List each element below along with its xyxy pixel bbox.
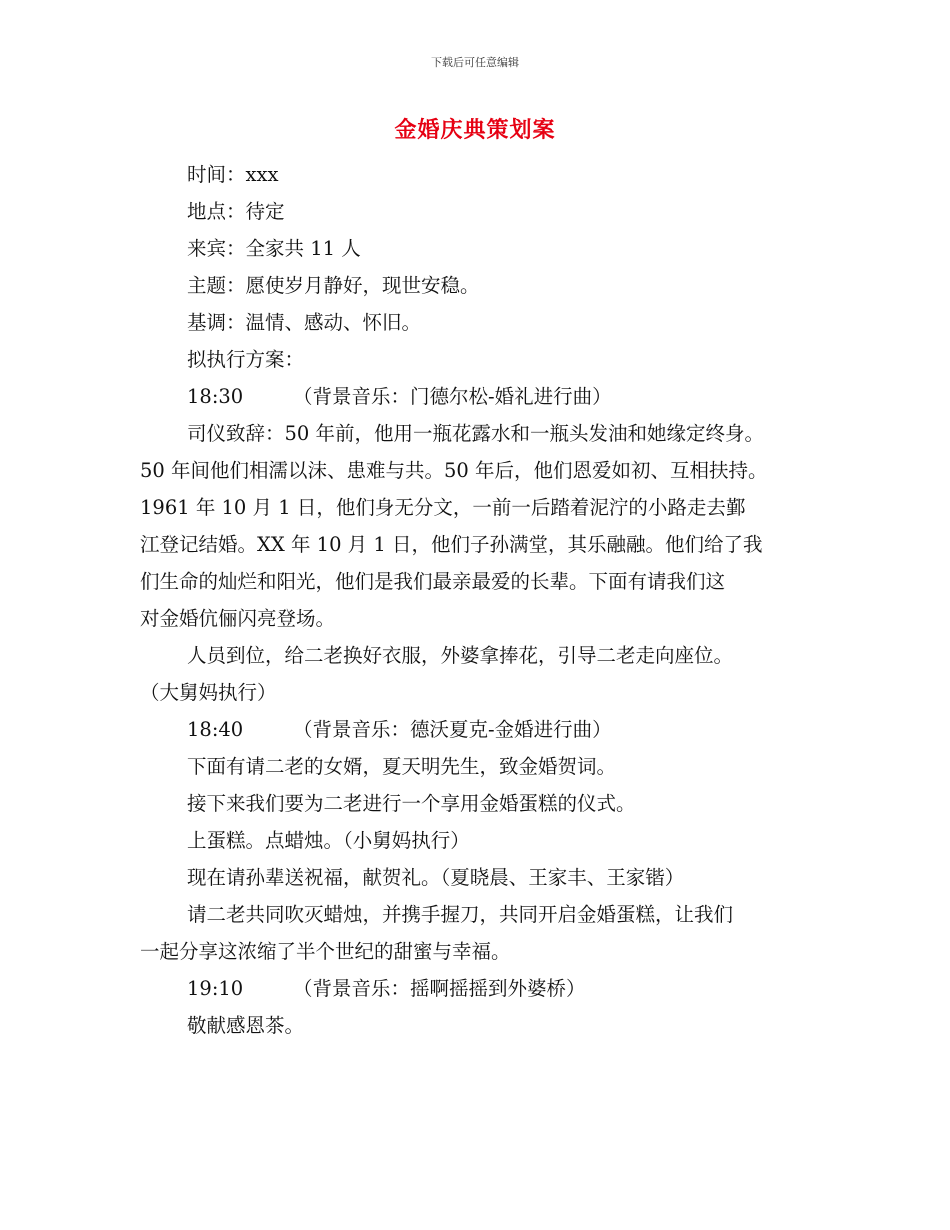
- schedule-cue: [140, 711, 812, 748]
- body-line: （大舅妈执行）: [140, 681, 277, 704]
- body-line: 时间：xxx: [187, 163, 279, 186]
- body-line: 敬献感恩茶。: [187, 1014, 305, 1037]
- body-line: 接下来我们要为二老进行一个享用金婚蛋糕的仪式。: [187, 792, 636, 815]
- cue-music: （背景音乐：摇啊摇摇到外婆桥）: [293, 977, 586, 1000]
- body-line: 司仪致辞：50 年前，他用一瓶花露水和一瓶头发油和她缘定终身。: [187, 422, 765, 445]
- schedule-cue: [140, 970, 812, 1007]
- body-line: 来宾：全家共 11 人: [187, 237, 361, 260]
- body-line: 下面有请二老的女婿，夏天明先生，致金婚贺词。: [187, 755, 617, 778]
- body-line: 对金婚伉俪闪亮登场。: [140, 607, 336, 630]
- body-line: 主题：愿使岁月静好，现世安稳。: [187, 274, 480, 297]
- body-line: 50 年间他们相濡以沫、患难与共。50 年后，他们恩爱如初、互相扶持。: [140, 459, 768, 482]
- document-title: 金婚庆典策划案: [394, 118, 556, 143]
- body-line: 拟执行方案：: [187, 348, 305, 371]
- cue-time: 18:30: [187, 385, 244, 408]
- cue-music: （背景音乐：德沃夏克-金婚进行曲）: [293, 718, 612, 741]
- body-line: 请二老共同吹灭蜡烛，并携手握刀，共同开启金婚蛋糕，让我们: [187, 903, 734, 926]
- body-line: 1961 年 10 月 1 日，他们身无分文，一前一后踏着泥泞的小路走去鄞: [140, 496, 746, 519]
- body-line: 上蛋糕。点蜡烛。（小舅妈执行）: [187, 829, 470, 852]
- cue-music: （背景音乐：门德尔松-婚礼进行曲）: [293, 385, 612, 408]
- cue-time: 19:10: [187, 977, 244, 1000]
- body-line: 人员到位，给二老换好衣服，外婆拿捧花，引导二老走向座位。: [187, 644, 734, 667]
- body-line: 地点：待定: [187, 200, 285, 223]
- cue-time: 18:40: [187, 718, 244, 741]
- document-body: [140, 156, 812, 1044]
- body-line: 们生命的灿烂和阳光，他们是我们最亲最爱的长辈。下面有请我们这: [140, 570, 726, 593]
- body-line: 江登记结婚。XX 年 10 月 1 日，他们子孙满堂，其乐融融。他们给了我: [140, 533, 763, 556]
- body-line: 基调：温情、感动、怀旧。: [187, 311, 422, 334]
- body-line: 现在请孙辈送祝福，献贺礼。（夏晓晨、王家丰、王家锴）: [187, 866, 685, 889]
- schedule-cue: [140, 378, 812, 415]
- body-line: 一起分享这浓缩了半个世纪的甜蜜与幸福。: [140, 940, 511, 963]
- header-note: 下载后可任意编辑: [431, 56, 519, 69]
